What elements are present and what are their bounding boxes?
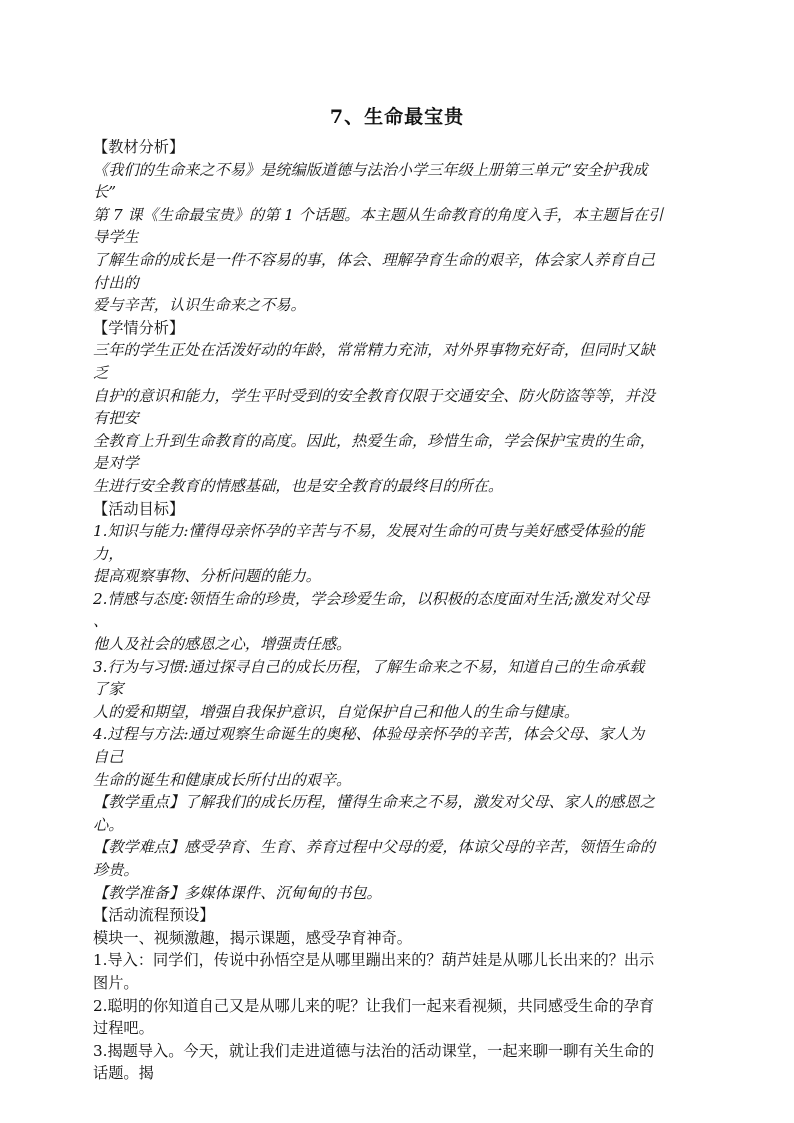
paragraph-line: 爱与辛苦，认识生命来之不易。 xyxy=(93,296,306,315)
paragraph-line: 《我们的生命来之不易》是统编版道德与法治小学三年级上册第三单元“安全护我成 xyxy=(93,160,648,179)
paragraph-line: 1.知识与能力:懂得母亲怀孕的辛苦与不易，发展对生命的可贵与美好感受体验的能 xyxy=(93,522,645,541)
paragraph-line: 人的爱和期望，增强自我保护意识，自觉保护自己和他人的生命与健康。 xyxy=(93,702,579,721)
paragraph-line: 图片。 xyxy=(93,973,139,992)
paragraph-line: 自己 xyxy=(93,748,124,767)
paragraph-line: 他人及社会的感恩之心，增强责任感。 xyxy=(93,635,352,654)
paragraph-line: 1.导入：同学们，传说中孙悟空是从哪里蹦出来的？葫芦娃是从哪儿长出来的？出示 xyxy=(93,951,655,970)
paragraph-line: 、 xyxy=(93,612,109,631)
paragraph-line: 生进行安全教育的情感基础，也是安全教育的最终目的所在。 xyxy=(93,476,504,495)
document-body xyxy=(93,136,703,1085)
paragraph-line: 3.揭题导入。今天，就让我们走进道德与法治的活动课堂，一起来聊一聊有关生命的 xyxy=(93,1041,655,1060)
paragraph-line: 第 7 课《生命最宝贵》的第 1 个话题。本主题从生命教育的角度入手，本主题旨在引 xyxy=(93,205,664,224)
document-title: 7、生命最宝贵 xyxy=(329,106,465,128)
paragraph-line: 3.行为与习惯:通过探寻自己的成长历程，了解生命来之不易，知道自己的生命承载 xyxy=(93,657,645,676)
paragraph-line: 有把安 xyxy=(93,409,139,428)
paragraph-line: 4.过程与方法:通过观察生命诞生的奥秘、体验母亲怀孕的辛苦，体会父母、家人为 xyxy=(93,725,645,744)
paragraph-line: 过程吧。 xyxy=(93,1019,154,1038)
paragraph-line: 全教育上升到生命教育的高度。因此，热爱生命，珍惜生命，学会保护宝贵的生命， xyxy=(93,431,655,450)
paragraph-line: 生命的诞生和健康成长所付出的艰辛。 xyxy=(93,770,352,789)
section-heading-textbook-analysis: 【教材分析】 xyxy=(93,138,185,156)
paragraph-line: 模块一、视频激趣，揭示课题，感受孕育神奇。 xyxy=(93,928,412,947)
teaching-focus-line: 【教学重点】了解我们的成长历程，懂得生命来之不易，激发对父母、家人的感恩之 xyxy=(93,793,655,812)
section-heading-activity-goals: 【活动目标】 xyxy=(93,499,185,518)
section-heading-activity-flow: 【活动流程预设】 xyxy=(93,906,215,925)
paragraph-line: 提高观察事物、分析问题的能力。 xyxy=(93,567,321,586)
paragraph-line: 了解生命的成长是一件不容易的事，体会、理解孕育生命的艰辛，体会家人养育自己 xyxy=(93,250,655,269)
paragraph-line: 长” xyxy=(93,183,116,202)
paragraph-line: 是对学 xyxy=(93,454,139,473)
teaching-difficulty-line: 【教学难点】感受孕育、生育、养育过程中父母的爱，体谅父母的辛苦，领悟生命的 xyxy=(93,838,655,857)
paragraph-line: 2.情感与态度:领悟生命的珍贵，学会珍爱生命，以积极的态度面对生活;激发对父母 xyxy=(93,589,650,608)
paragraph-line: 话题。揭 xyxy=(93,1064,154,1083)
teaching-difficulty-line: 珍贵。 xyxy=(93,861,139,879)
paragraph-line: 三年的学生正处在活泼好动的年龄，常常精力充沛，对外界事物充好奇，但同时又缺 xyxy=(93,341,655,360)
teaching-focus-line: 心。 xyxy=(93,815,124,834)
paragraph-line: 了家 xyxy=(93,680,124,699)
paragraph-line: 导学生 xyxy=(93,228,139,247)
paragraph-line: 乏 xyxy=(93,363,109,382)
paragraph-line: 2.聪明的你知道自己又是从哪儿来的呢？让我们一起来看视频，共同感受生命的孕育 xyxy=(93,996,655,1015)
paragraph-line: 自护的意识和能力，学生平时受到的安全教育仅限于交通安全、防火防盗等等，并没 xyxy=(93,386,655,405)
paragraph-line: 付出的 xyxy=(93,273,139,292)
paragraph-line: 力， xyxy=(93,544,124,563)
section-heading-learner-analysis: 【学情分析】 xyxy=(93,318,185,337)
teaching-preparation-line: 【教学准备】多媒体课件、沉甸甸的书包。 xyxy=(93,883,382,902)
